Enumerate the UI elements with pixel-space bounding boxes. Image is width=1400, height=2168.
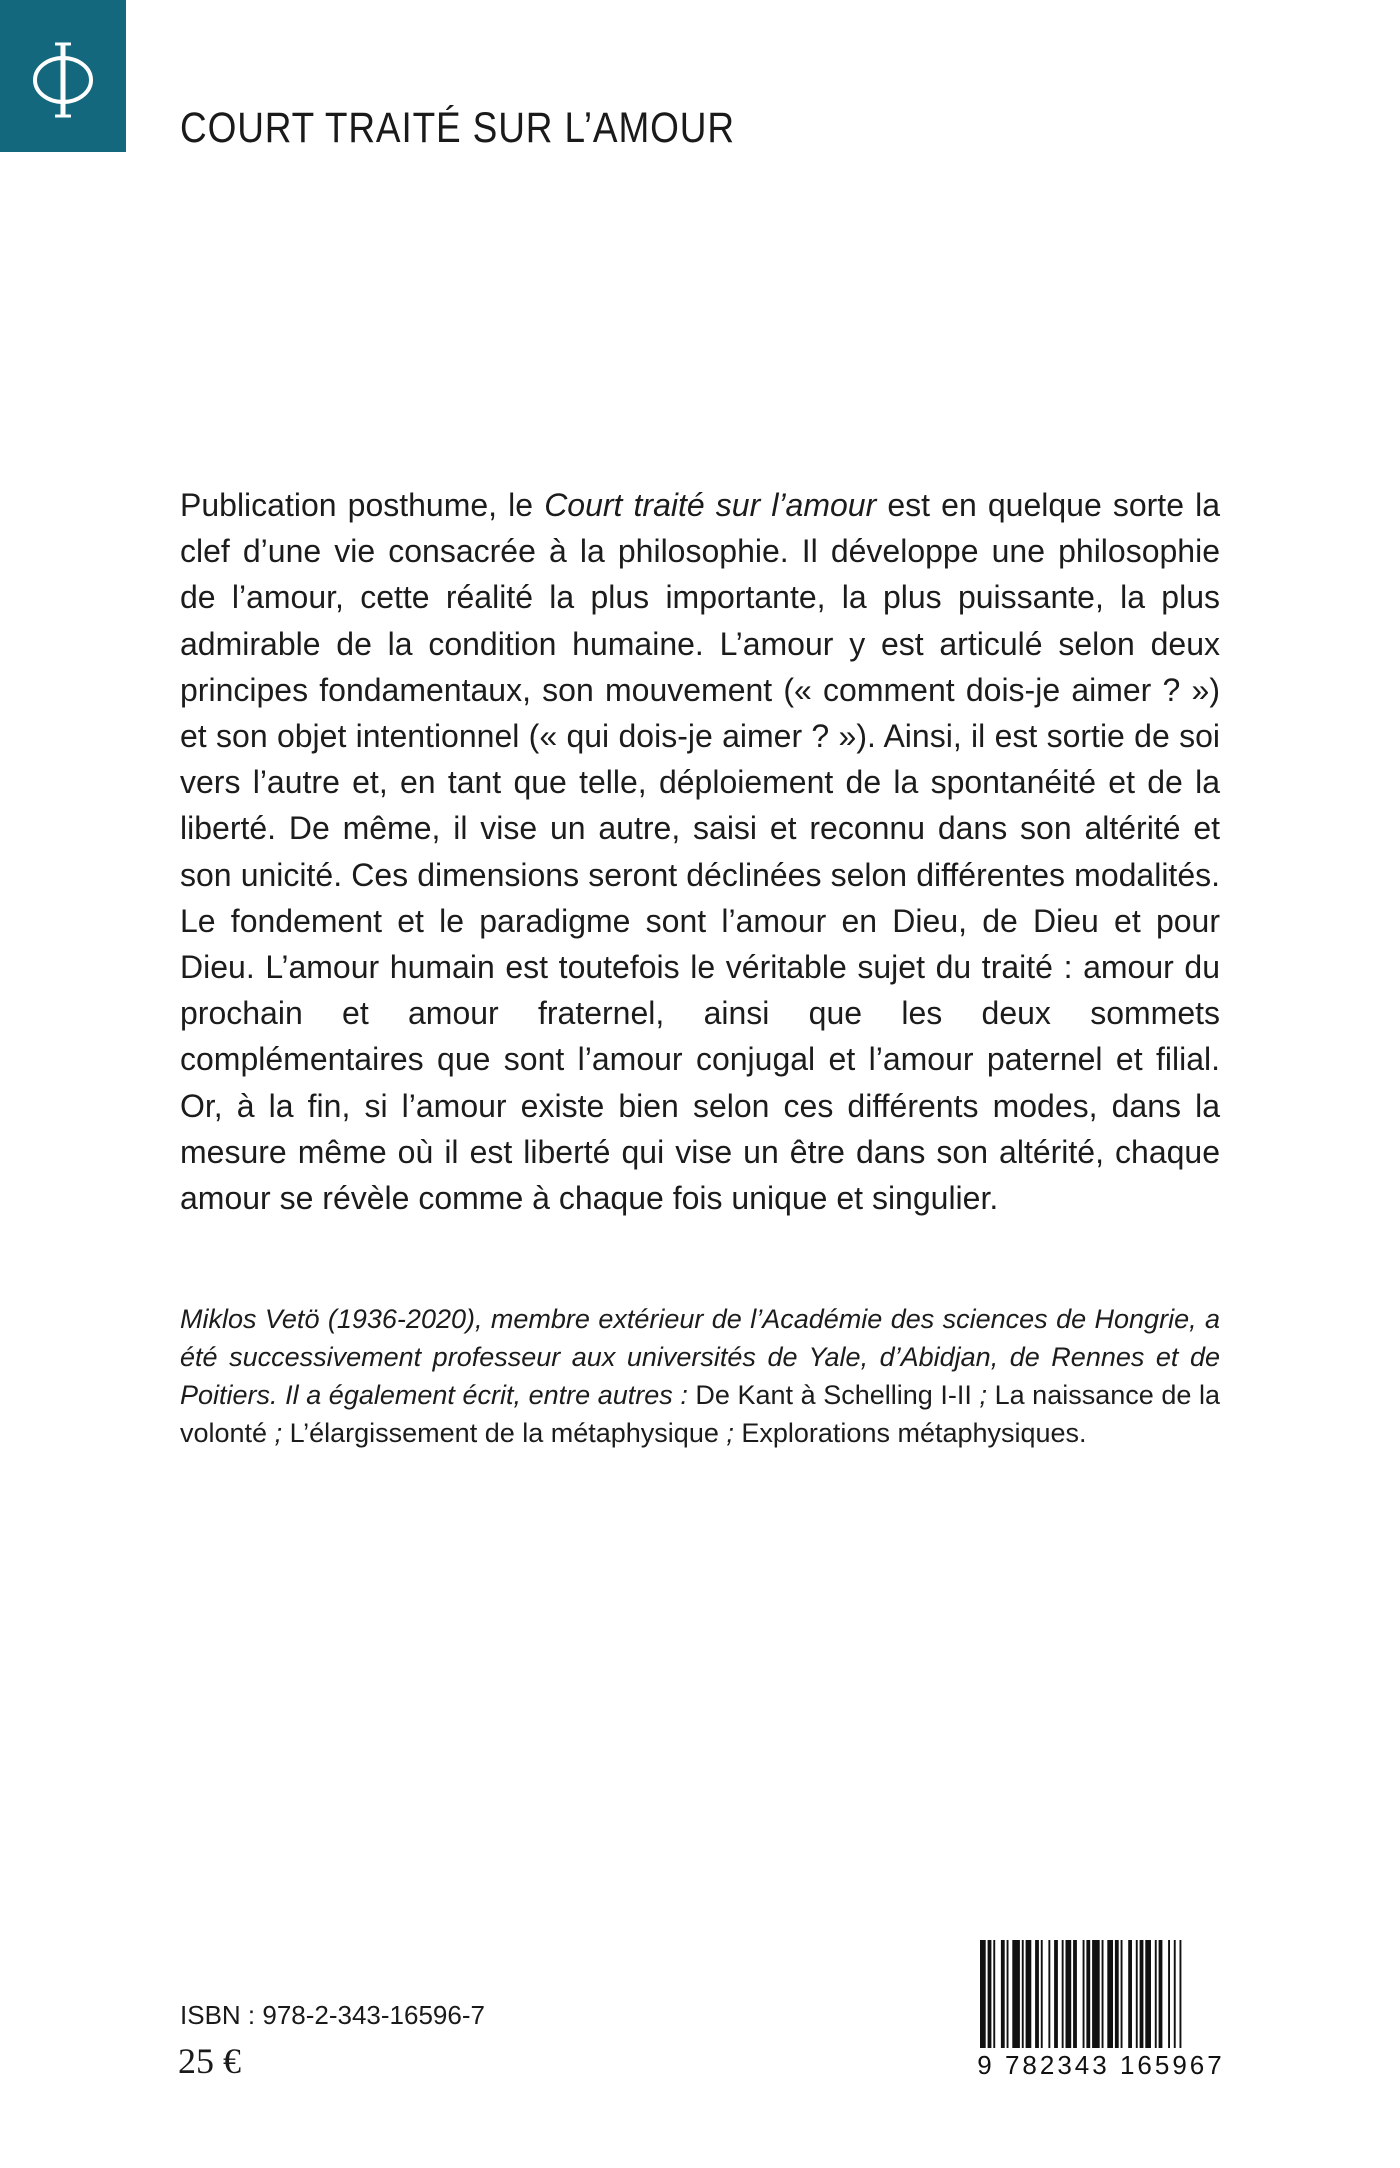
- work-title-3: L’élargissement de la métaphysique: [289, 1418, 719, 1448]
- work-title-2: La naissance de la volonté: [180, 1380, 1220, 1448]
- isbn: ISBN : 978-2-343-16596-7: [180, 2000, 485, 2030]
- price: 25 €: [178, 2041, 241, 2081]
- author-bio: [180, 1300, 1220, 1452]
- work-separator: ;: [267, 1418, 290, 1448]
- book-title: COURT TRAITÉ SUR L’AMOUR: [180, 104, 735, 152]
- author-name: Miklos Vetö: [180, 1304, 320, 1334]
- summary-part2: est en quelque sorte la clef d’une vie consacrée à la philosophie. Il développe une philosophie de l’amour, cette réalité la plus importante, la plus puissante, la plus admirable de la condition humaine. L’amour y est articulé selon deux principes fondamentaux, son mouvement (« comment dois-je aimer ? ») et son objet intentionnel (« qui dois-je aimer ? »). Ainsi, il est sortie de soi vers l’autre et, en tant que telle, déploiement de la spontanéité et de la liberté. De même, il vise un autre, saisi et reconnu dans son altérité et son unicité. Ces dimensions seront déclinées selon différentes modalités. Le fondement et le paradigme sont l’amour en Dieu, de Dieu et pour Dieu. L’amour humain est toutefois le véritable sujet du traité : amour du prochain et amour fraternel, ainsi que les deux sommets complémentaires que sont l’amour conjugal et l’amour paternel et filial. Or, à la fin, si l’amour existe bien selon ces différents modes, dans la mesure même où il est liberté qui vise un être dans son altérité, chaque amour se révèle comme à chaque fois unique et singulier.: [180, 487, 1221, 1217]
- barcode: [970, 1932, 1232, 2082]
- summary-book-title: Court traité sur l’amour: [544, 487, 877, 523]
- author-description: (1936-2020), membre extérieur de l’Académie des sciences de Hongrie, a été successivement professeur aux universités de Yale, d’Abidjan, de Rennes et de Poitiers. Il a également écrit, entre autres :: [180, 1304, 1221, 1410]
- work-separator: ;: [971, 1380, 995, 1410]
- work-title-1: De Kant à Schelling I-II: [695, 1380, 972, 1410]
- publisher-logo: [0, 0, 126, 152]
- phi-logo-icon: [0, 0, 126, 152]
- barcode-icon: [980, 1940, 1222, 2048]
- back-cover-summary: [180, 482, 1220, 1221]
- work-separator: ;: [718, 1418, 742, 1448]
- barcode-digits: 9 782343 165967: [977, 2050, 1225, 2080]
- work-title-4: Explorations métaphysiques.: [741, 1418, 1087, 1448]
- summary-part1: Publication posthume, le: [180, 487, 545, 523]
